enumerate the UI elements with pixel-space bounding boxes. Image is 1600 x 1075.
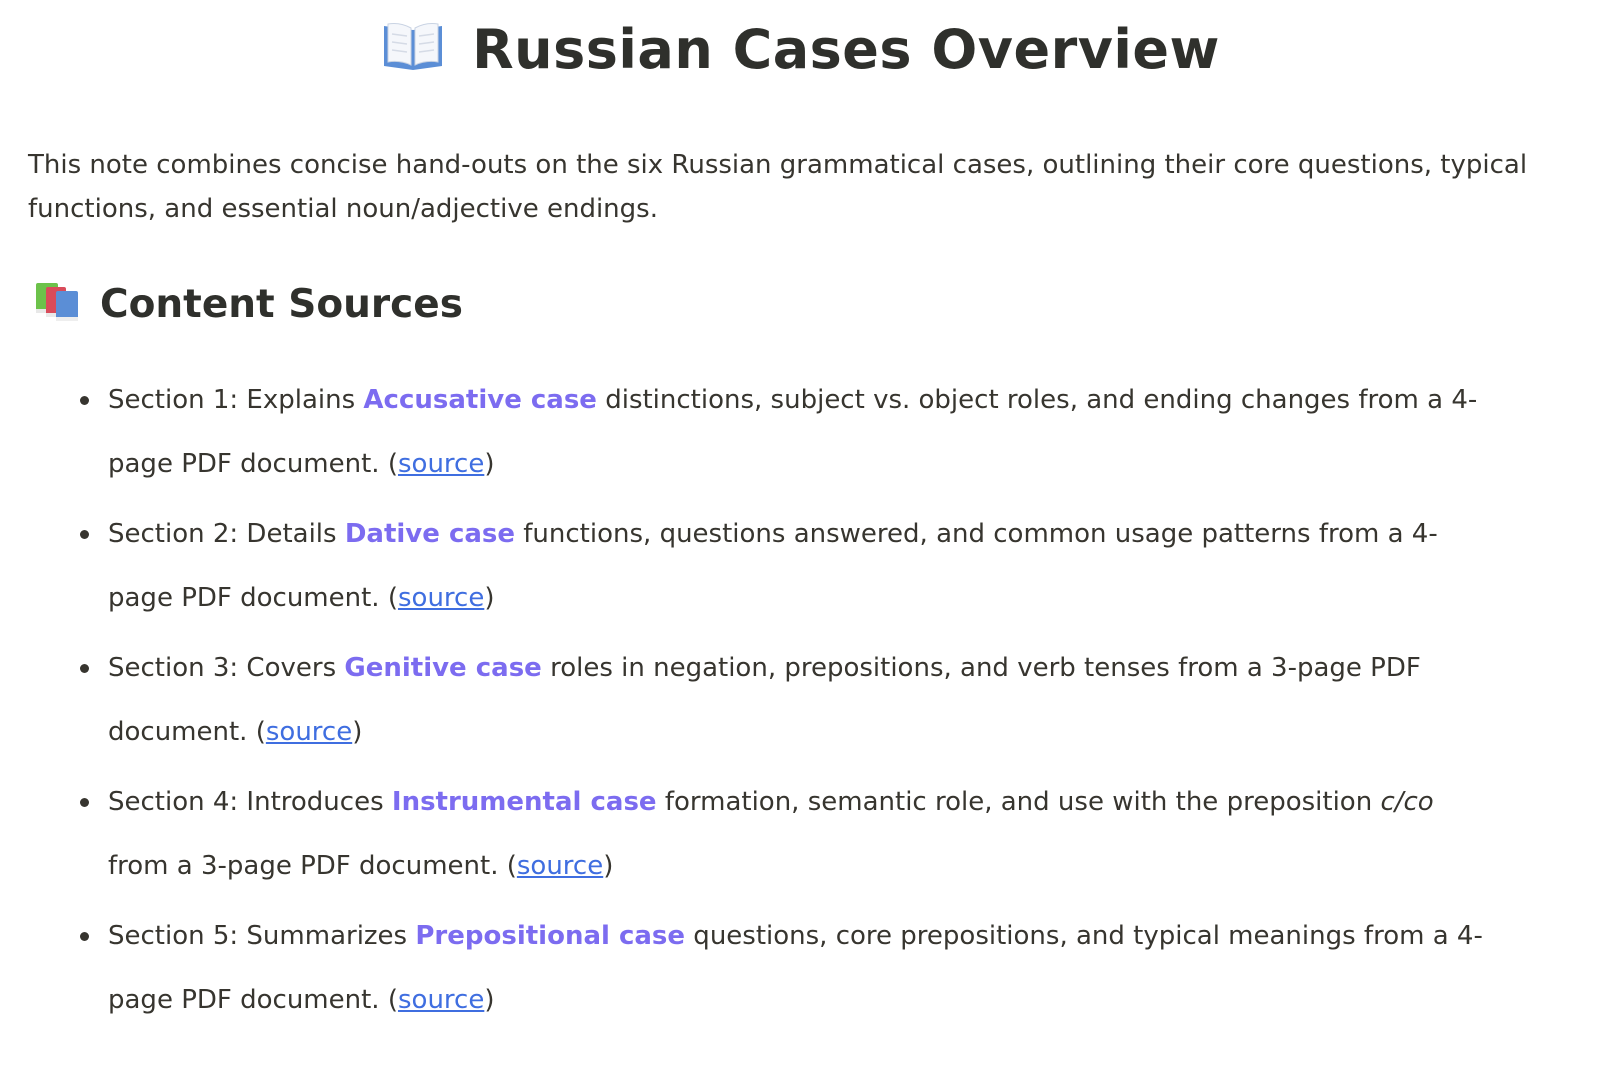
source-link[interactable]: source [397, 449, 485, 479]
section-suffix: from a 3-page PDF document. ( [108, 851, 517, 881]
section-prefix: Section 4: Introduces [108, 787, 392, 817]
bullet-icon [80, 530, 89, 539]
closing-paren: ) [484, 985, 495, 1015]
preposition-italic: с/со [1380, 787, 1434, 817]
section-prefix: Section 5: Summarizes [108, 921, 416, 951]
list-item [80, 770, 1500, 898]
closing-paren: ) [484, 449, 495, 479]
list-item [80, 904, 1500, 1032]
section-description: roles in negation, prepositions, and verb tenses from a 3-page PDF document. ( [108, 653, 1421, 747]
closing-paren: ) [352, 717, 363, 747]
section-prefix: Section 1: Explains [108, 385, 364, 415]
bullet-icon [80, 664, 89, 673]
bullet-icon [80, 798, 89, 807]
case-name: Dative case [344, 519, 516, 549]
page-title-text: Russian Cases Overview [472, 18, 1220, 81]
source-link[interactable]: source [265, 717, 353, 747]
section-prefix: Section 2: Details [108, 519, 345, 549]
section-description: functions, questions answered, and common usage patterns from a 4-page PDF document. ( [108, 519, 1438, 613]
sources-list [80, 368, 1500, 1038]
bullet-icon [80, 932, 89, 941]
content-sources-heading-text: Content Sources [100, 282, 463, 327]
case-name: Instrumental case [391, 787, 657, 817]
source-link[interactable]: source [397, 583, 485, 613]
content-sources-heading [32, 278, 463, 332]
case-name: Prepositional case [415, 921, 686, 951]
closing-paren: ) [603, 851, 614, 881]
page-title [0, 8, 1600, 92]
case-name: Genitive case [344, 653, 542, 683]
intro-paragraph: This note combines concise hand-outs on the six Russian grammatical cases, outlining their core questions, typical functions, and essential noun/adjective endings. [28, 150, 1528, 224]
case-name: Accusative case [363, 385, 597, 415]
books-icon [32, 279, 82, 323]
list-item [80, 368, 1500, 496]
list-item [80, 636, 1500, 764]
list-item [80, 502, 1500, 630]
section-prefix: Section 3: Covers [108, 653, 345, 683]
source-link[interactable]: source [397, 985, 485, 1015]
section-description: formation, semantic role, and use with the preposition [656, 787, 1381, 817]
bullet-icon [80, 396, 89, 405]
closing-paren: ) [484, 583, 495, 613]
section-description: distinctions, subject vs. object roles, and ending changes from a 4-page PDF document. ( [108, 385, 1478, 479]
source-link[interactable]: source [516, 851, 604, 881]
section-description: questions, core prepositions, and typical meanings from a 4-page PDF document. ( [108, 921, 1483, 1015]
open-book-icon [380, 18, 446, 74]
